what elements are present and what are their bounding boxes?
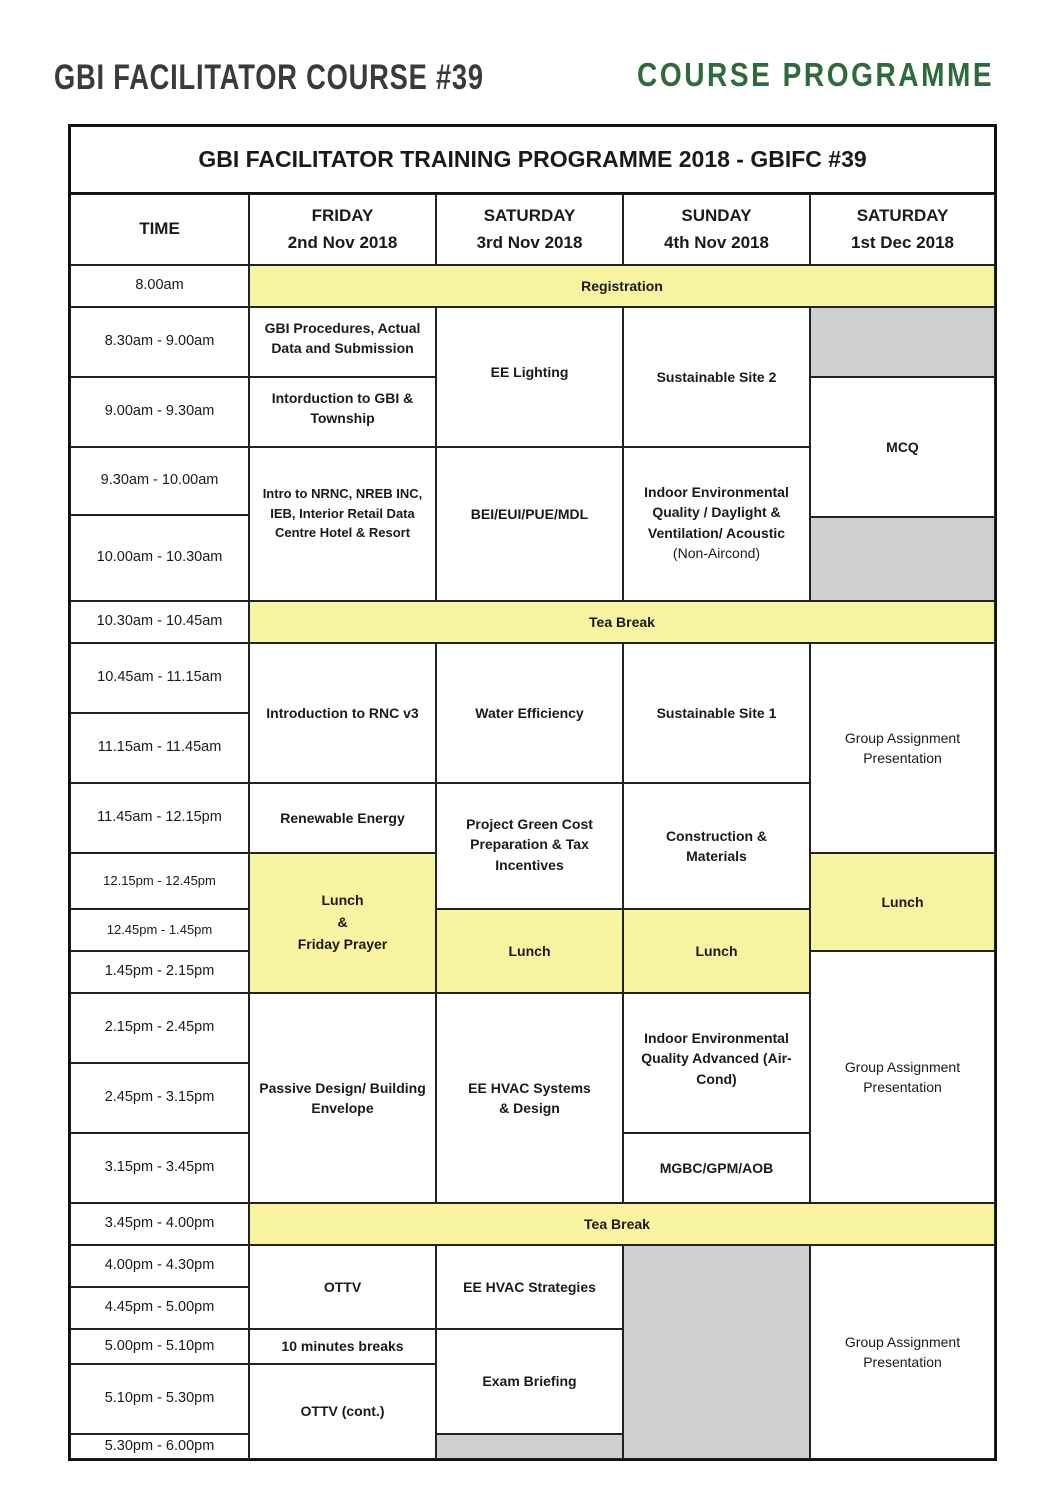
time-slot: 2.45pm - 3.15pm <box>70 1063 249 1133</box>
session-sat-ee-hvac-strategies: EE HVAC Strategies <box>436 1245 623 1329</box>
session-sun-sustainable-site-1: Sustainable Site 1 <box>623 643 810 783</box>
session-fri-ottv: OTTV <box>249 1245 436 1329</box>
time-slot: 10.00am - 10.30am <box>70 515 249 601</box>
session-title: Indoor Environmental Quality / Daylight & Ventilation/ Acoustic <box>644 484 789 541</box>
time-slot: 5.10pm - 5.30pm <box>70 1364 249 1434</box>
time-slot: 5.00pm - 5.10pm <box>70 1329 249 1364</box>
time-slot: 3.45pm - 4.00pm <box>70 1203 249 1245</box>
session-fri-renewable: Renewable Energy <box>249 783 436 853</box>
programme-heading: COURSE PROGRAMME <box>636 56 994 93</box>
time-slot: 12.15pm - 12.45pm <box>70 853 249 909</box>
session-sat-bei: BEI/EUI/PUE/MDL <box>436 447 623 601</box>
session-fri-gbi-procedures: GBI Procedures, Actual Data and Submission <box>249 307 436 377</box>
time-slot: 8.30am - 9.00am <box>70 307 249 377</box>
time-slot: 11.15am - 11.45am <box>70 713 249 783</box>
time-slot: 4.00pm - 4.30pm <box>70 1245 249 1287</box>
session-sat-ee-lighting: EE Lighting <box>436 307 623 447</box>
blank-cell <box>810 307 995 377</box>
blank-cell <box>436 1434 623 1459</box>
session-sun-ieq-advanced: Indoor Environmental Quality Advanced (Air-Cond) <box>623 993 810 1133</box>
day-name: SATURDAY <box>483 206 576 226</box>
session-dec-group-assignment: Group Assignment Presentation <box>810 951 995 1203</box>
session-sun-mgbc: MGBC/GPM/AOB <box>623 1133 810 1203</box>
session-fri-lunch-prayer: Lunch & Friday Prayer <box>249 853 436 993</box>
session-fri-intro-rnc: Introduction to RNC v3 <box>249 643 436 783</box>
course-title: GBI FACILITATOR COURSE #39 <box>54 58 484 97</box>
day-name: FRIDAY <box>311 206 374 226</box>
session-sat-ee-hvac: EE HVAC Systems & Design <box>436 993 623 1203</box>
time-slot: 2.15pm - 2.45pm <box>70 993 249 1063</box>
day-name: SATURDAY <box>856 206 949 226</box>
session-dec-mcq: MCQ <box>810 377 995 517</box>
session-sun-sustainable-site-2: Sustainable Site 2 <box>623 307 810 447</box>
session-sun-construction: Construction & Materials <box>623 783 810 909</box>
time-slot: 4.45pm - 5.00pm <box>70 1287 249 1329</box>
time-slot: 11.45am - 12.15pm <box>70 783 249 853</box>
time-slot: 10.30am - 10.45am <box>70 601 249 643</box>
day-header-friday <box>249 194 436 265</box>
time-slot: 12.45pm - 1.45pm <box>70 909 249 951</box>
session-sat-water: Water Efficiency <box>436 643 623 783</box>
tea-break-row: Tea Break <box>249 601 995 643</box>
session-dec-group-assignment: Group Assignment Presentation <box>810 643 995 853</box>
session-dec-lunch: Lunch <box>810 853 995 951</box>
blank-cell <box>623 1245 810 1459</box>
time-column-header: TIME <box>70 194 249 265</box>
day-header-sunday <box>623 194 810 265</box>
time-slot: 9.30am - 10.00am <box>70 447 249 515</box>
time-slot: 10.45am - 11.15am <box>70 643 249 713</box>
registration-row: Registration <box>249 265 995 307</box>
session-fri-breaks: 10 minutes breaks <box>249 1329 436 1364</box>
tea-break-label: Tea Break <box>584 1215 650 1232</box>
day-date: 3rd Nov 2018 <box>476 232 583 252</box>
session-fri-passive-design: Passive Design/ Building Envelope <box>249 993 436 1203</box>
session-fri-intro-gbi: Intorduction to GBI & Township <box>249 377 436 447</box>
day-date: 4th Nov 2018 <box>664 232 769 252</box>
time-slot: 1.45pm - 2.15pm <box>70 951 249 993</box>
day-header-saturday-dec <box>810 194 995 265</box>
day-date: 1st Dec 2018 <box>850 232 955 252</box>
session-sun-lunch: Lunch <box>623 909 810 993</box>
session-fri-ottv-cont: OTTV (cont.) <box>249 1364 436 1459</box>
day-name: SUNDAY <box>681 206 752 226</box>
session-sun-ieq <box>623 447 810 601</box>
time-slot: 5.30pm - 6.00pm <box>70 1434 249 1459</box>
session-note: (Non-Aircond) <box>672 544 761 561</box>
blank-cell <box>810 517 995 601</box>
time-slot: 9.00am - 9.30am <box>70 377 249 447</box>
session-fri-intro-nrnc: Intro to NRNC, NREB INC, IEB, Interior Retail Data Centre Hotel & Resort <box>249 447 436 601</box>
session-sat-exam-briefing: Exam Briefing <box>436 1329 623 1434</box>
session-sat-green-cost: Project Green Cost Preparation & Tax Incentives <box>436 783 623 909</box>
schedule-table-title: GBI FACILITATOR TRAINING PROGRAMME 2018 - GBIFC #39 <box>70 126 995 194</box>
day-header-saturday <box>436 194 623 265</box>
session-sat-lunch: Lunch <box>436 909 623 993</box>
day-date: 2nd Nov 2018 <box>287 232 398 252</box>
time-slot: 8.00am <box>70 265 249 307</box>
session-dec-group-assignment: Group Assignment Presentation <box>810 1245 995 1459</box>
tea-break-row <box>249 1203 995 1245</box>
time-slot: 3.15pm - 3.45pm <box>70 1133 249 1203</box>
